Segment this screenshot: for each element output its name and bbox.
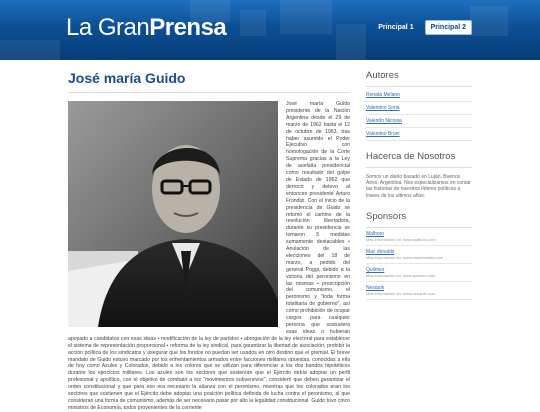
author-link[interactable]: Renata Melano (366, 92, 400, 98)
article-photo (68, 101, 278, 327)
header-decoration (470, 6, 508, 36)
logo-text-bold: Prensa (149, 14, 227, 41)
article-title: José maría Guido (68, 70, 350, 93)
list-item (366, 89, 472, 102)
authors-list (366, 89, 472, 141)
portrait-photo (68, 101, 278, 327)
list-item (366, 115, 472, 128)
author-link[interactable]: Valentín Nicosia (366, 118, 402, 124)
main-nav (373, 20, 472, 35)
header-decoration (280, 0, 332, 34)
header-decoration (336, 24, 366, 60)
author-link[interactable]: Valentino Bruni (366, 131, 400, 137)
sponsors-list (366, 228, 472, 300)
sponsor-link[interactable]: Malboro (366, 230, 385, 237)
list-item (366, 128, 472, 141)
article-text: José maría Guido presidente de la Nación Argentina desde el 29 de marzo de 1962 hasta el 12 de octubre de 1963, tras haber asumido el Poder Ejecutivo con homologación de la Corte Suprema gracias a la Ley de acefalía presidencial como resultado del golpe de Estado de 1962 que derrocó y detuvo al entonces presidente Arturo Frondizi. Con el inicio de la presidencia de Guido se retomó el camino de la revolución libertadora, durante su presidencia se tomaron 5 medidas sumamente destacables • Anulación de las elecciones del 18 de marzo, a pedido del general Poggi, debido a la victoria del peronismo en las mismas • proscripción del comunismo, el peronismo y "toda forma totalitaria de gobierno", así como prohibición de ocupar cargos para cualquier persona que sostuviera esas ideas o hubieran apoyado a candidatos con esas ideas • modificación de la ley de partidos • abrogación de la ley electoral para establecer el sistema de representación proporcional • reforma de la ley sindical, para garantizar la libertad de asociación, prohibir la acción política de los sindicatos y asegurar que los fondos no puedan ser usados en otro destino que el gremial. El breve mandato de Guido estuvo marcado por los enfrentamientos armados entre facciones militares opuestas, conocidas a ella de hoy como Azules y Colorados, debido a los colores que se utilizan para diferenciar a los dos bandos hipotéticos durante los ejercicios militares. Los azules son los sectores que sostenían que el Ejército debía adoptar un perfil profesional y apolítico, con el objetivo de combatir a los "movimientos subversivos", consideró que deben garantizar el orden constitucional y que para eso era necesario la alianza con el peronismo, mientras que los colorados eran los sectores que sostienen que el Ejército debe adoptar una posición política definida de lucha contra el peronismo, al que consideran una forma de comunismo, además de ser necesario pasar por alto la legalidad constitucional. Guido tuvo cinco ministros de Economía, todos provenientes de la corriente (68, 101, 350, 411)
header-decoration (240, 10, 266, 36)
logo-text-light: La Gran (66, 14, 150, 41)
sponsor-item (366, 282, 472, 300)
about-heading: Hacerca de Nosotros (366, 151, 472, 168)
sponsor-item (366, 264, 472, 282)
sponsor-link[interactable]: Mac donalds (366, 248, 395, 255)
sponsor-item (366, 246, 472, 264)
sponsor-info: Mas información en: www.macdonalds.com (366, 254, 443, 260)
author-link[interactable]: Valentino Soria (366, 105, 400, 111)
main-content (68, 70, 350, 412)
sponsor-info: Mas información en: www.malboro.com (366, 236, 436, 242)
nav-item-principal-2[interactable]: Principal 2 (425, 20, 472, 35)
sponsor-link[interactable]: Quilmes (366, 266, 385, 273)
about-text: Somos un diario basado en Luján, Buenos Aires, Argentina. Nos especializamos en contar las historias de nuestros líderes políticos a traves de los ultimos años. (366, 174, 471, 199)
header-decoration (0, 40, 60, 60)
sidebar (366, 70, 472, 300)
sponsor-link[interactable]: Nesquik (366, 284, 385, 291)
sponsor-item (366, 228, 472, 246)
list-item (366, 102, 472, 115)
authors-heading: Autores (366, 70, 472, 87)
article-body (68, 101, 350, 412)
sponsor-info: Mas información en: www.quilmes.com (366, 272, 436, 278)
sponsors-heading: Sponsors (366, 211, 472, 228)
site-header (0, 0, 540, 60)
nav-item-principal-1[interactable]: Principal 1 (378, 24, 414, 31)
sponsor-info: Mas información en: www.nesquik.com (366, 290, 436, 296)
site-logo[interactable] (66, 14, 226, 42)
